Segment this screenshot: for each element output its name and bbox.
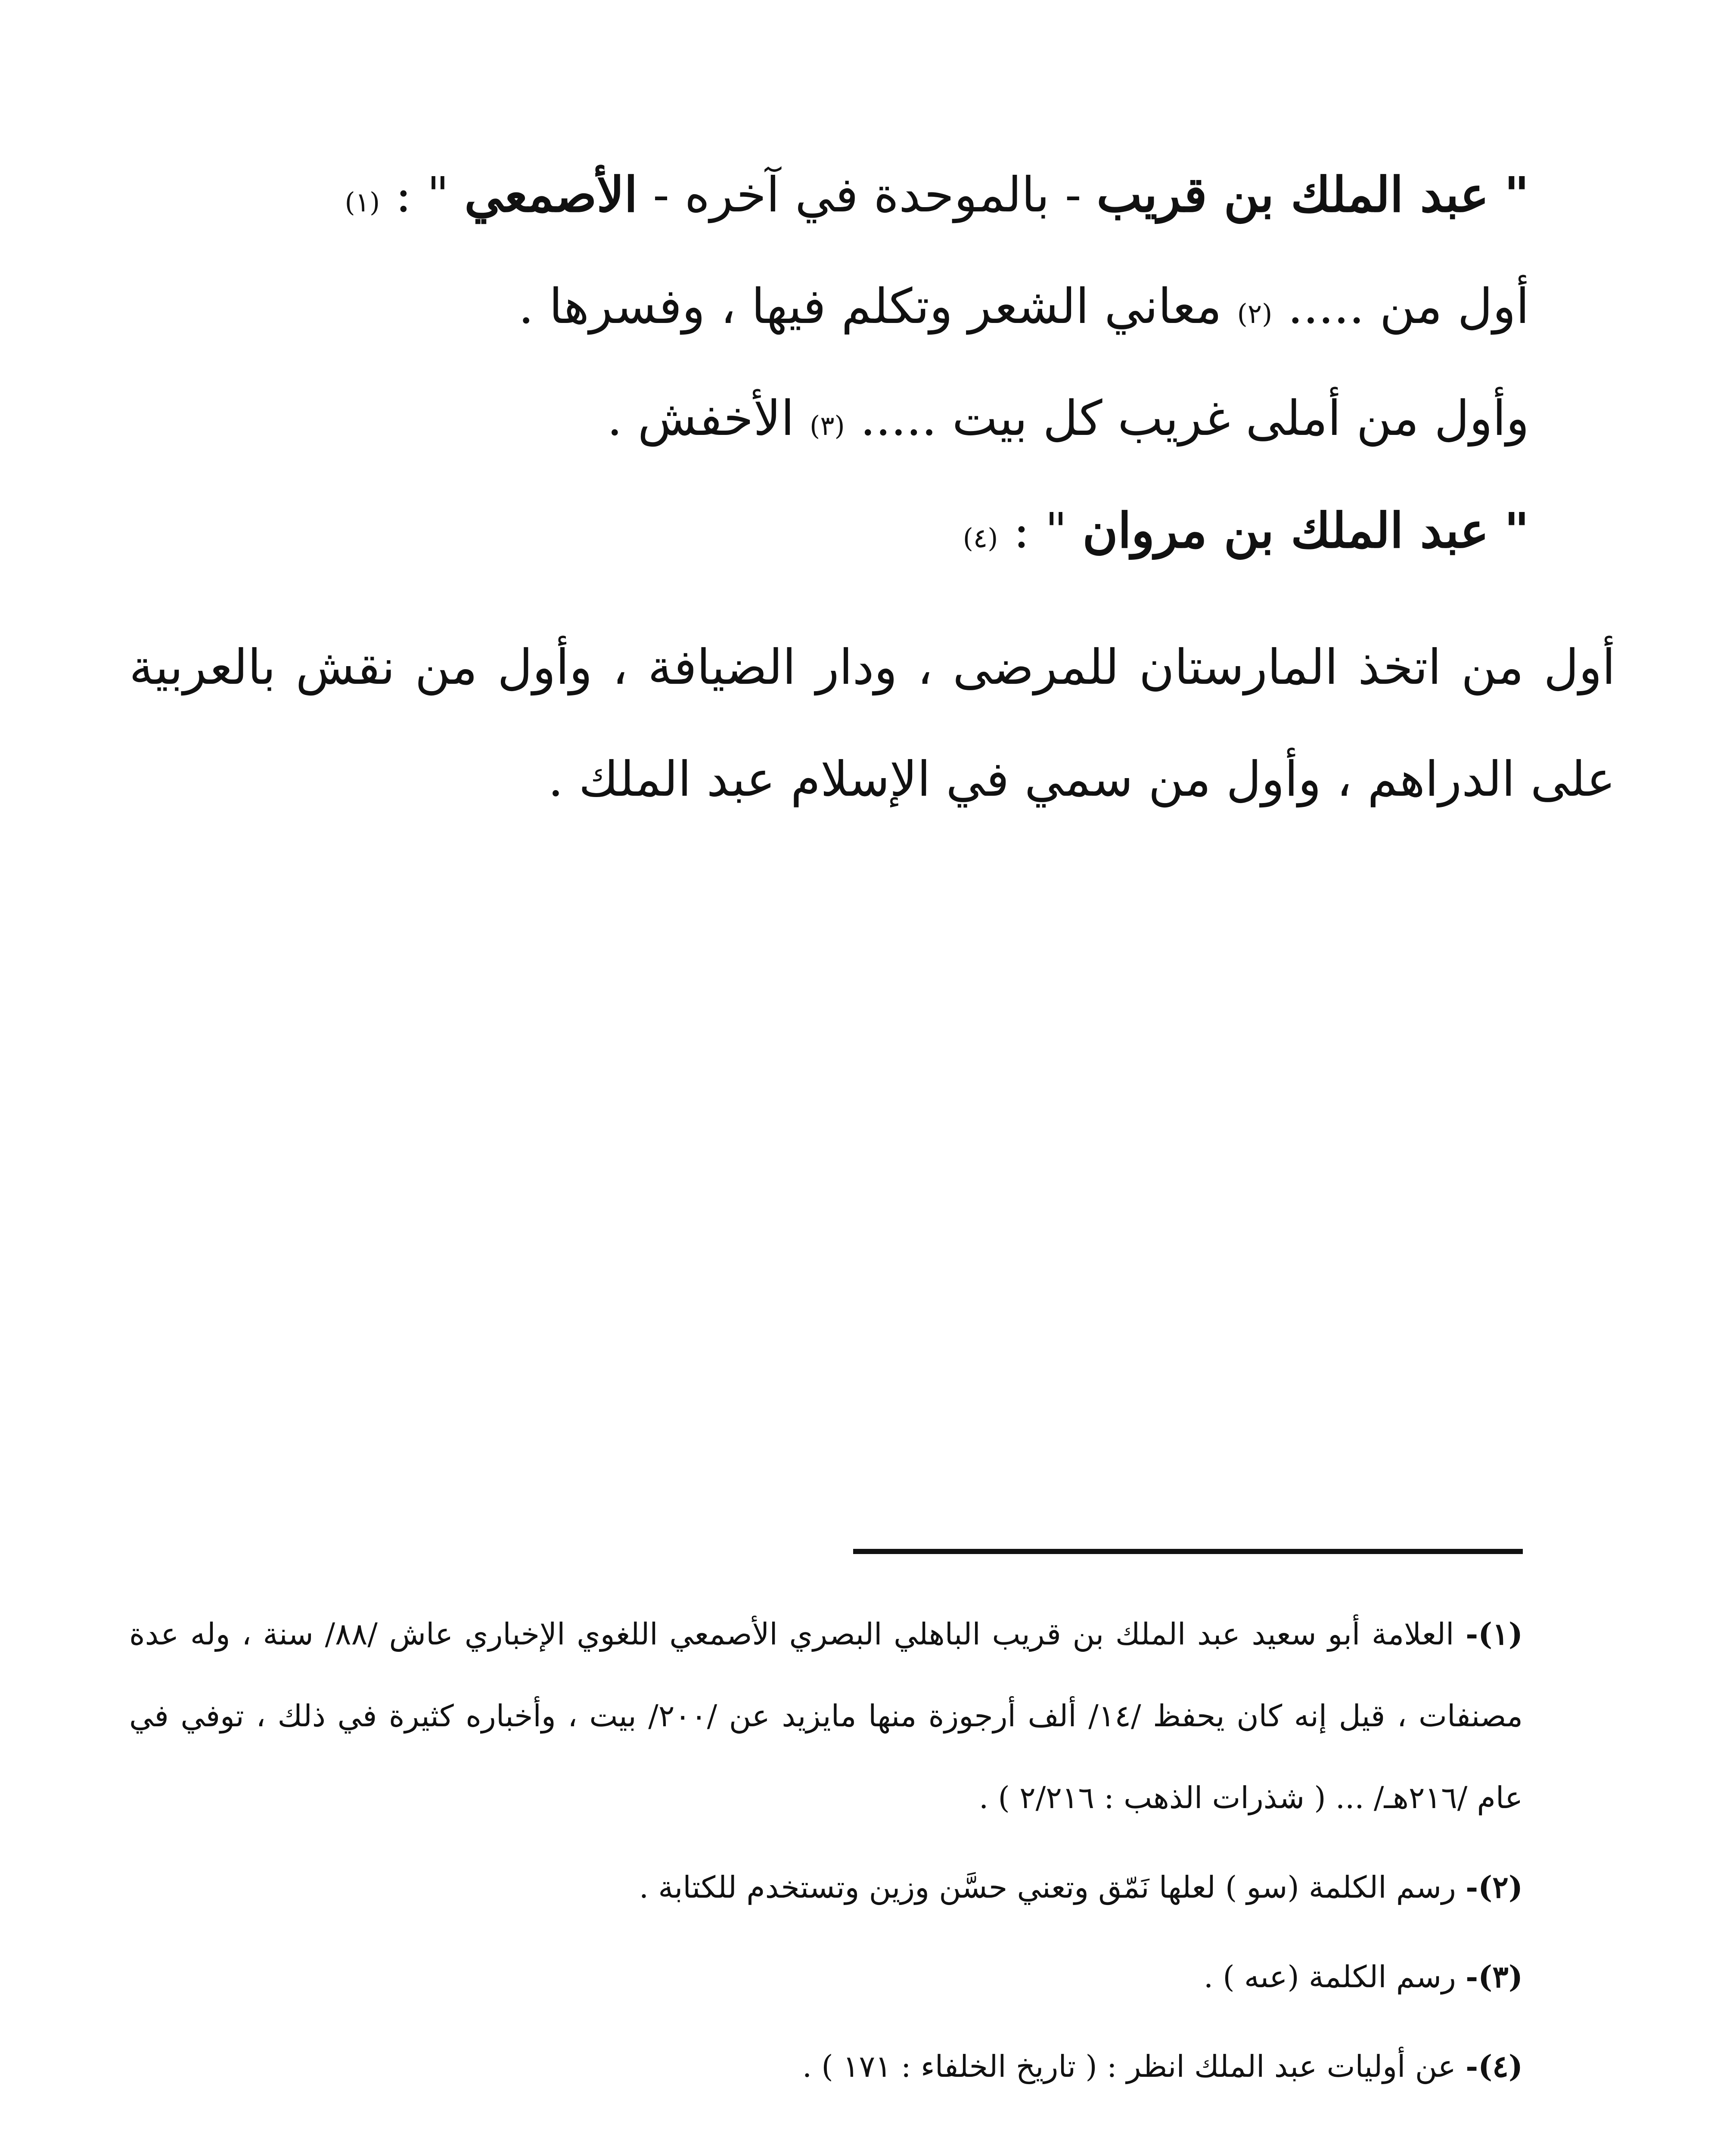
- footnote-number: (١)-: [1466, 1616, 1523, 1652]
- footnote: [129, 1936, 1523, 2018]
- line-text: أول من .....: [1272, 279, 1529, 335]
- line-text: الأخفش .: [607, 391, 810, 447]
- footnote-divider: [853, 1549, 1523, 1554]
- entry-heading-asmai: [129, 164, 1529, 276]
- footnote: [129, 2026, 1523, 2107]
- footnote-ref: (٣): [810, 410, 845, 441]
- entry-line: [129, 276, 1529, 388]
- footnote-text: رسم الكلمة (سو ) لعلها نَمّق وتعني حسَّن وزين وتستخدم للكتابة .: [639, 1870, 1466, 1905]
- line-text: معاني الشعر وتكلم فيها ، وفسرها .: [518, 279, 1237, 335]
- footnote-text: رسم الكلمة (عىه ) .: [1203, 1959, 1466, 1995]
- footnote: [129, 1593, 1523, 1839]
- entry-nickname: الأصمعي: [464, 167, 638, 223]
- entry-paragraph: أول من اتخذ المارستان للمرضى ، ودار الضيافة ، وأول من نقش بالعربية على الدراهم ، وأول من سمي في الإسلام عبد الملك .: [129, 639, 1615, 807]
- footnote-text: عن أوليات عبد الملك انظر : ( تاريخ الخلفاء : ١٧١ ) .: [802, 2049, 1466, 2084]
- footnote: [129, 1846, 1523, 1928]
- entry-heading-marwan: [129, 499, 1529, 611]
- footnote-ref: (٢): [1237, 298, 1273, 329]
- entry-line: [129, 388, 1529, 499]
- footnote-ref: (٤): [963, 522, 998, 554]
- quote-close: " :: [380, 167, 465, 223]
- quote-mark: ": [1504, 167, 1529, 223]
- quote-mark: ": [1504, 503, 1529, 559]
- entry-name: عبد الملك بن مروان: [1082, 503, 1489, 559]
- entry-name: عبد الملك بن قريب: [1096, 167, 1489, 223]
- footnote-number: (٢)-: [1466, 1869, 1523, 1905]
- footnote-text: العلامة أبو سعيد عبد الملك بن قريب الباهلي البصري الأصمعي اللغوي الإخباري عاش /٨٨/ سنة ، وله عدة مصنفات ، قيل إنه كان يحفظ /١٤/ ألف أرجوزة منها مايزيد عن /٢٠٠/ بيت ، وأخباره كثيرة في ذلك ، توفي في عام /٢١٦هـ/ ... ( شذرات الذهب : ٢/٢١٦ ) .: [129, 1616, 1523, 1815]
- line-text: وأول من أملى غريب كل بيت .....: [845, 391, 1529, 447]
- footnote-ref: (١): [345, 186, 380, 218]
- main-text: [129, 164, 1615, 835]
- footnote-number: (٣)-: [1466, 1959, 1523, 1995]
- quote-close: " :: [998, 503, 1083, 559]
- footnotes: [129, 1593, 1607, 2107]
- entry-note: - بالموحدة في آخره -: [637, 167, 1097, 223]
- footnote-number: (٤)-: [1466, 2048, 1523, 2084]
